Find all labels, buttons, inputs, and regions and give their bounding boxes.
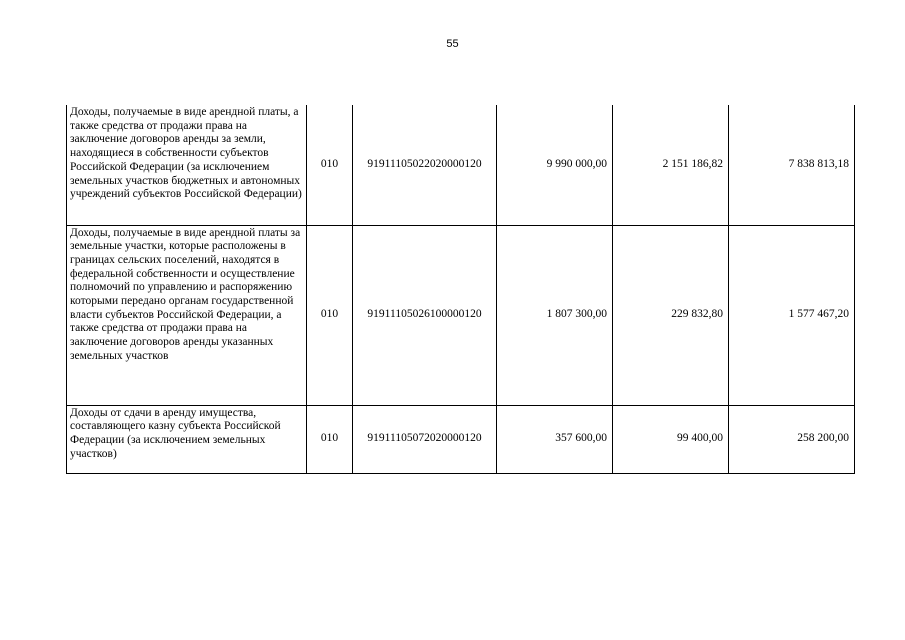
income-name-cell: Доходы, получаемые в виде арендной платы, а также средства от продажи права на заключение договоров аренды за земли, находящиеся в собственности субъектов Российской Федерации (за исключением земельных участков бюджетных и автономных учреждений субъектов Российской Федерации) <box>67 105 307 225</box>
unexecuted-amount-cell: 258 200,00 <box>729 405 855 473</box>
approved-amount-cell: 1 807 300,00 <box>497 225 613 405</box>
line-code-cell: 010 <box>307 105 353 225</box>
table-row <box>67 105 855 225</box>
table-row <box>67 405 855 473</box>
budget-classification-code-cell: 91911105022020000120 <box>353 105 497 225</box>
budget-classification-code-cell: 91911105026100000120 <box>353 225 497 405</box>
income-name-cell: Доходы, получаемые в виде арендной платы за земельные участки, которые расположены в границах сельских поселений, находятся в федеральной собственности и осуществление полномочий по управлению и распоряжению которыми передано органам государственной власти субъектов Российской Федерации, а также средства от продажи права на заключение договоров аренды указанных земельных участков <box>67 225 307 405</box>
executed-amount-cell: 99 400,00 <box>613 405 729 473</box>
executed-amount-cell: 2 151 186,82 <box>613 105 729 225</box>
approved-amount-cell: 357 600,00 <box>497 405 613 473</box>
unexecuted-amount-cell: 7 838 813,18 <box>729 105 855 225</box>
unexecuted-amount-cell: 1 577 467,20 <box>729 225 855 405</box>
revenue-table <box>66 105 855 474</box>
approved-amount-cell: 9 990 000,00 <box>497 105 613 225</box>
page-number: 55 <box>446 38 459 50</box>
line-code-cell: 010 <box>307 405 353 473</box>
income-name-cell: Доходы от сдачи в аренду имущества, составляющего казну субъекта Российской Федерации (за исключением земельных участков) <box>67 405 307 473</box>
table-row <box>67 225 855 405</box>
budget-classification-code-cell: 91911105072020000120 <box>353 405 497 473</box>
executed-amount-cell: 229 832,80 <box>613 225 729 405</box>
line-code-cell: 010 <box>307 225 353 405</box>
